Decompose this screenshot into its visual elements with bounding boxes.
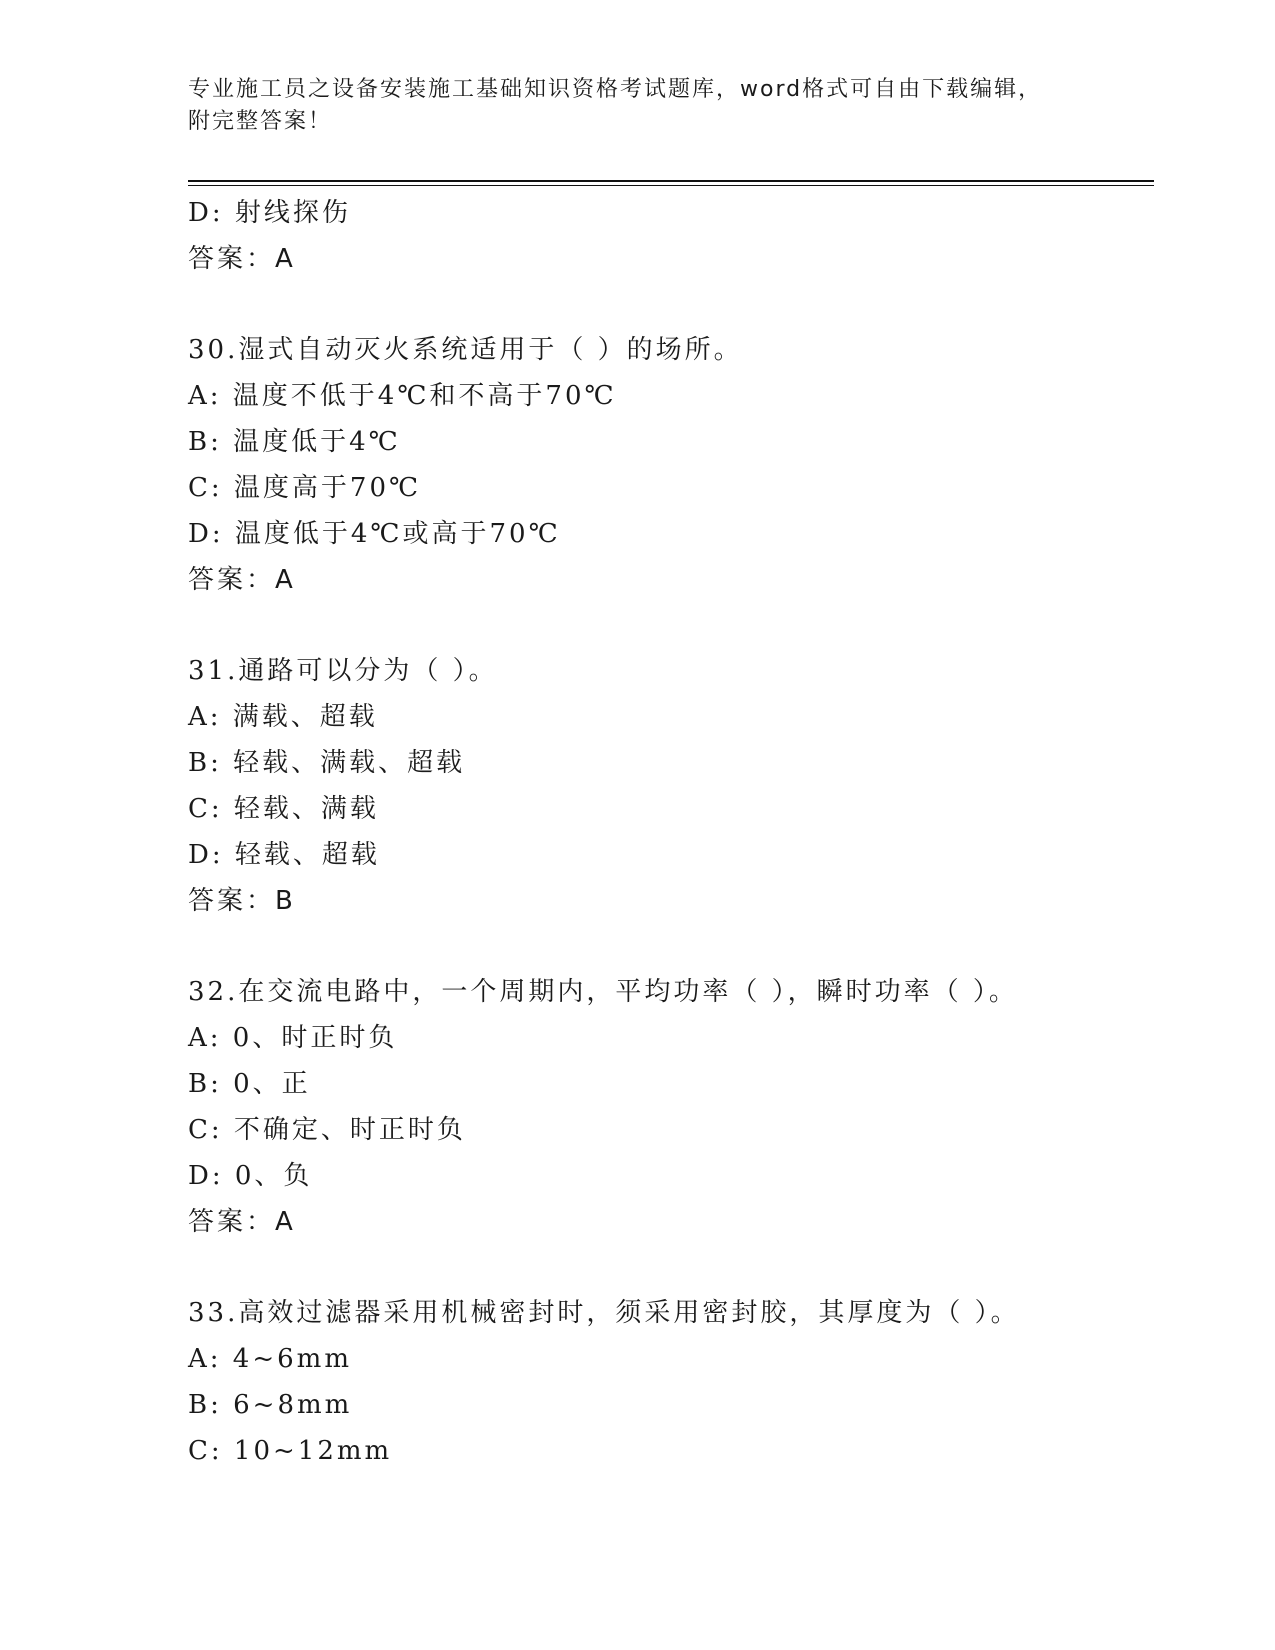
header-line-1: 专业施工员之设备安装施工基础知识资格考试题库，word格式可自由下载编辑， bbox=[188, 77, 1043, 102]
question-stem: 33.高效过滤器采用机械密封时，须采用密封胶，其厚度为（ ）。 bbox=[188, 1298, 1020, 1328]
option-b: B: 温度低于4℃ bbox=[188, 427, 401, 457]
question-prev bbox=[188, 190, 1154, 282]
answer: 答案：B bbox=[188, 886, 296, 916]
question-list bbox=[188, 190, 1154, 1474]
option-d: D: 温度低于4℃或高于70℃ bbox=[188, 519, 561, 549]
question-stem: 30.湿式自动灭火系统适用于（ ）的场所。 bbox=[188, 335, 743, 365]
option-b: B: 轻载、满载、超载 bbox=[188, 748, 466, 778]
option-d: D: 轻载、超载 bbox=[188, 840, 380, 870]
header-divider-thin bbox=[188, 185, 1154, 186]
answer: 答案：A bbox=[188, 565, 296, 595]
question-32 bbox=[188, 969, 1154, 1245]
question-stem: 32.在交流电路中，一个周期内，平均功率（ ），瞬时功率（ ）。 bbox=[188, 977, 1018, 1007]
option-c: C: 温度高于70℃ bbox=[188, 473, 422, 503]
option-a: A: 温度不低于4℃和不高于70℃ bbox=[188, 381, 617, 411]
answer: 答案：A bbox=[188, 244, 296, 274]
option-d: D: 射线探伤 bbox=[188, 198, 351, 228]
question-33 bbox=[188, 1290, 1154, 1474]
header-divider bbox=[188, 180, 1154, 182]
option-c: C: 不确定、时正时负 bbox=[188, 1115, 466, 1145]
option-c: C: 轻载、满载 bbox=[188, 794, 379, 824]
option-b: B: 0、正 bbox=[188, 1069, 311, 1099]
option-a: A: 满载、超载 bbox=[188, 702, 378, 732]
option-c: C: 10~12mm bbox=[188, 1436, 393, 1466]
option-a: A: 0、时正时负 bbox=[188, 1023, 398, 1053]
option-b: B: 6~8mm bbox=[188, 1390, 353, 1420]
question-30 bbox=[188, 327, 1154, 603]
answer: 答案：A bbox=[188, 1207, 296, 1237]
option-d: D: 0、负 bbox=[188, 1161, 313, 1191]
question-31 bbox=[188, 648, 1154, 924]
page-header bbox=[188, 74, 1088, 138]
option-a: A: 4~6mm bbox=[188, 1344, 352, 1374]
header-line-2: 附完整答案！ bbox=[188, 109, 333, 134]
question-stem: 31.通路可以分为（ ）。 bbox=[188, 656, 498, 686]
